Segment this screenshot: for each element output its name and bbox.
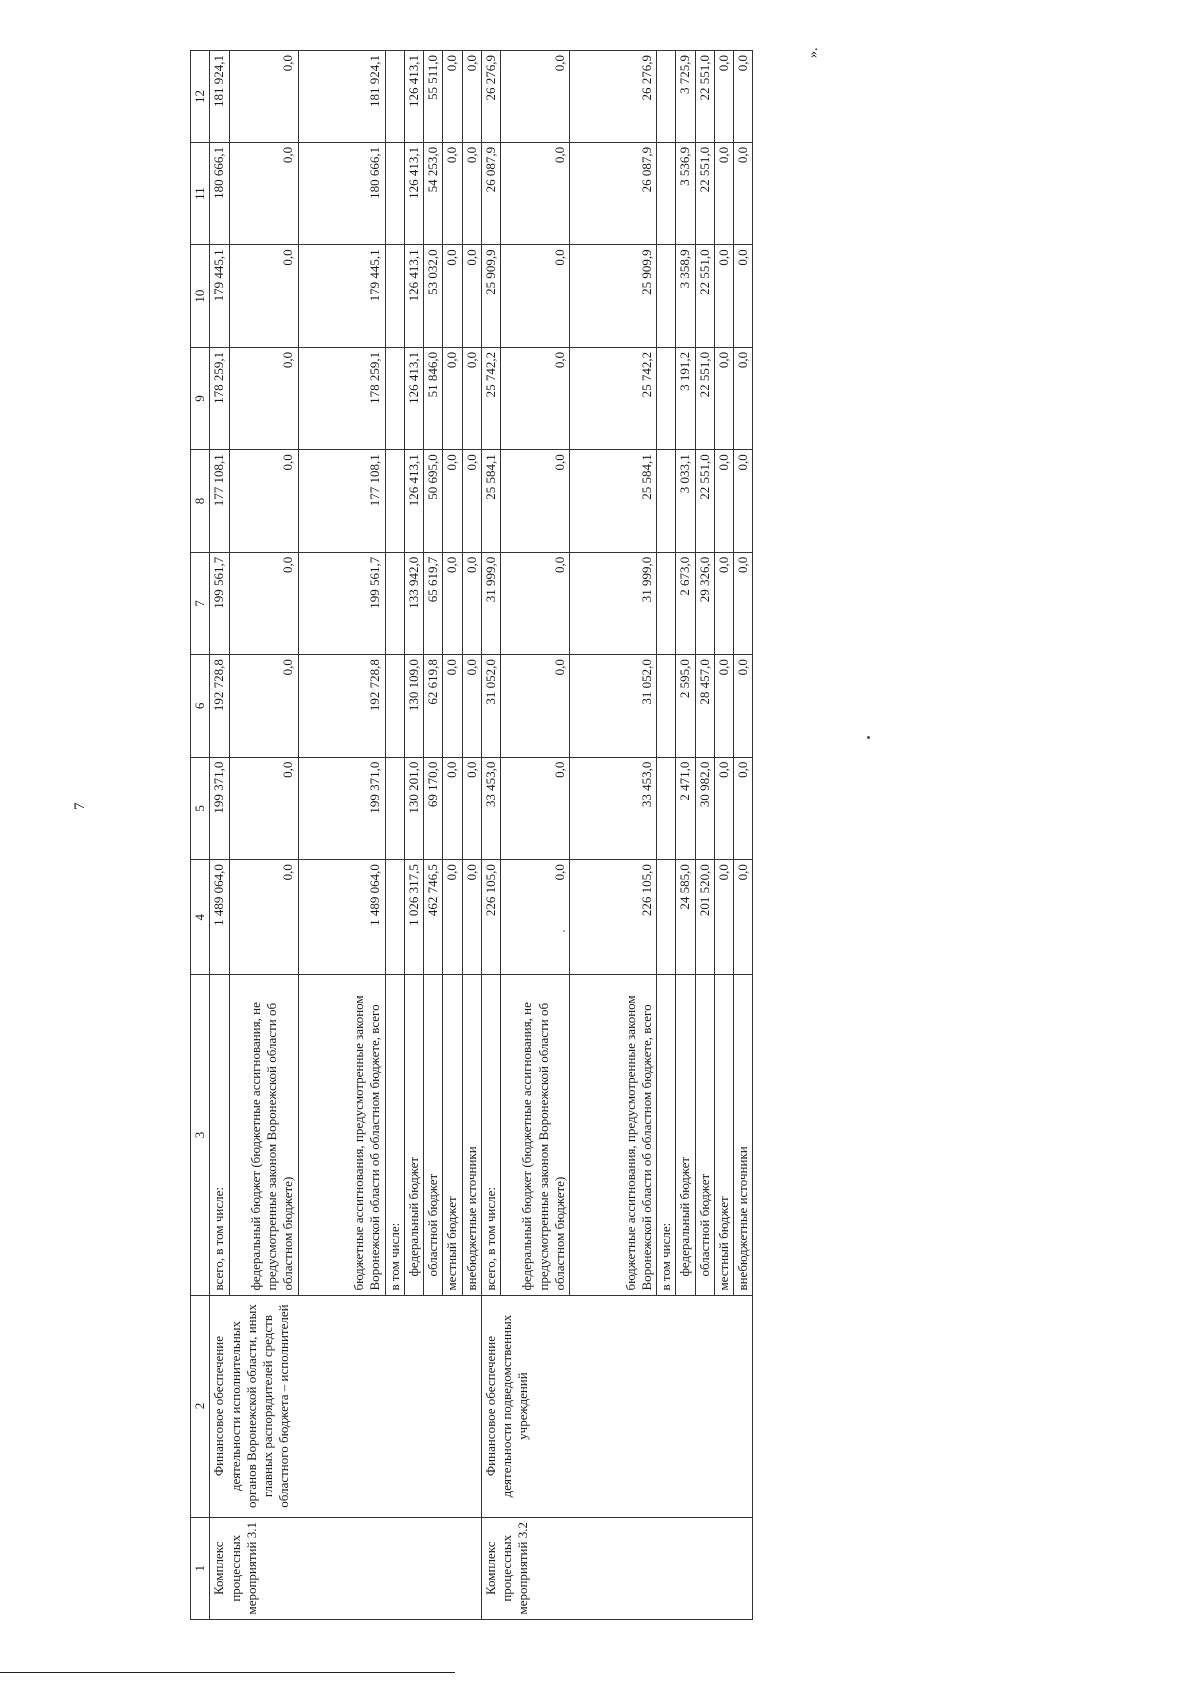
amount-cell: 0,0 — [229, 655, 298, 757]
amount-cell: 462 746,5 — [424, 860, 443, 975]
column-number-row — [191, 51, 210, 1620]
amount-cell: 0,0 — [229, 757, 298, 859]
amount-cell: 3 191,2 — [676, 347, 695, 449]
amount-cell — [657, 51, 676, 143]
bottom-rule — [0, 1672, 455, 1673]
amount-cell: 1 026 317,5 — [404, 860, 423, 975]
amount-cell: 0,0 — [501, 51, 570, 143]
amount-cell: 26 276,9 — [570, 51, 657, 143]
funding-source-label: бюджетные ассигнования, предусмотренные законом Воронежской области об областном бюджете, всего — [298, 975, 385, 1295]
amount-cell: 0,0 — [734, 450, 753, 552]
amount-cell: 0,0 — [714, 347, 733, 449]
amount-cell: 1 489 064,0 — [298, 860, 385, 975]
funding-source-label: федеральный бюджет — [676, 975, 695, 1295]
program-code-cell: Комплекс процессных мероприятий 3.2 — [481, 1517, 753, 1619]
amount-cell: 0,0 — [734, 860, 753, 975]
program-name-cell: Финансовое обеспечение деятельности исполнительных органов Воронежской области, иных главных распорядителей средств областного бюджета – исполнителей — [210, 1295, 482, 1517]
column-number: 9 — [191, 347, 210, 449]
amount-cell: 0,0 — [734, 655, 753, 757]
amount-cell: 22 551,0 — [695, 347, 714, 449]
amount-cell: 0,0 — [734, 51, 753, 143]
amount-cell: 0,0 — [734, 757, 753, 859]
amount-cell — [385, 245, 404, 347]
amount-cell: 0,0 — [443, 552, 462, 654]
amount-cell: 22 551,0 — [695, 142, 714, 244]
amount-cell: 126 413,1 — [404, 347, 423, 449]
amount-cell — [385, 655, 404, 757]
amount-cell: 51 846,0 — [424, 347, 443, 449]
amount-cell: 0,0 — [734, 347, 753, 449]
amount-cell — [657, 347, 676, 449]
amount-cell: 3 358,9 — [676, 245, 695, 347]
amount-cell: 0,0 — [443, 860, 462, 975]
column-number: 7 — [191, 552, 210, 654]
amount-cell: 50 695,0 — [424, 450, 443, 552]
amount-cell: 177 108,1 — [298, 450, 385, 552]
amount-cell: 0,0 — [443, 450, 462, 552]
amount-cell: 0,0 — [462, 347, 481, 449]
rotated-table-container — [190, 50, 770, 1620]
amount-cell: 0,0 — [229, 450, 298, 552]
amount-cell: 178 259,1 — [298, 347, 385, 449]
amount-cell: 25 909,9 — [570, 245, 657, 347]
amount-cell: 22 551,0 — [695, 51, 714, 143]
amount-cell: 31 052,0 — [481, 655, 500, 757]
amount-cell: 177 108,1 — [210, 450, 229, 552]
amount-cell: 0,0 — [462, 450, 481, 552]
amount-cell: 31 052,0 — [570, 655, 657, 757]
funding-source-label: внебюджетные источники — [462, 975, 481, 1295]
amount-cell: 26 087,9 — [481, 142, 500, 244]
amount-cell: 3 033,1 — [676, 450, 695, 552]
amount-cell: 181 924,1 — [298, 51, 385, 143]
amount-cell: 0,0 — [443, 142, 462, 244]
amount-cell: 0,0 — [501, 757, 570, 859]
amount-cell: 54 253,0 — [424, 142, 443, 244]
amount-cell: 0,0 — [229, 347, 298, 449]
amount-cell: 0,0 — [734, 142, 753, 244]
funding-source-label: областной бюджет — [424, 975, 443, 1295]
amount-cell — [385, 552, 404, 654]
amount-cell: 133 942,0 — [404, 552, 423, 654]
amount-cell: 179 445,1 — [298, 245, 385, 347]
funding-source-label: местный бюджет — [443, 975, 462, 1295]
amount-cell: 0,0 — [714, 51, 733, 143]
amount-cell — [385, 450, 404, 552]
funding-source-label: в том числе: — [385, 975, 404, 1295]
amount-cell: 130 109,0 — [404, 655, 423, 757]
column-number: 12 — [191, 51, 210, 143]
amount-cell: 0,0 — [229, 245, 298, 347]
column-number: 8 — [191, 450, 210, 552]
amount-cell: 0,0 — [443, 655, 462, 757]
column-number: 4 — [191, 860, 210, 975]
table-row — [481, 51, 500, 1620]
amount-cell: 0,0 — [501, 347, 570, 449]
amount-cell: 0,0 — [229, 142, 298, 244]
amount-cell: 0,0 — [714, 655, 733, 757]
amount-cell — [657, 655, 676, 757]
amount-cell: 33 453,0 — [481, 757, 500, 859]
amount-cell: 2 673,0 — [676, 552, 695, 654]
amount-cell: 0,0 — [714, 450, 733, 552]
amount-cell: 179 445,1 — [210, 245, 229, 347]
funding-source-label: всего, в том числе: — [210, 975, 229, 1295]
amount-cell: 0,0 — [443, 757, 462, 859]
scan-speck — [867, 736, 870, 739]
column-number: 1 — [191, 1517, 210, 1619]
closing-quote-mark: ». — [806, 47, 821, 58]
funding-source-label: федеральный бюджет (бюджетные ассигнования, не предусмотренные законом Воронежской области об областном бюджете) — [229, 975, 298, 1295]
column-number: 10 — [191, 245, 210, 347]
amount-cell: 26 276,9 — [481, 51, 500, 143]
amount-cell: 0,0 — [501, 450, 570, 552]
amount-cell — [657, 245, 676, 347]
amount-cell: 126 413,1 — [404, 142, 423, 244]
column-number: 6 — [191, 655, 210, 757]
amount-cell: 0,0 — [501, 245, 570, 347]
amount-cell — [657, 450, 676, 552]
amount-cell — [657, 552, 676, 654]
amount-cell: 25 742,2 — [481, 347, 500, 449]
amount-cell: 0,0 — [501, 142, 570, 244]
amount-cell: 181 924,1 — [210, 51, 229, 143]
amount-cell: 25 584,1 — [481, 450, 500, 552]
amount-cell: 26 087,9 — [570, 142, 657, 244]
amount-cell: 25 584,1 — [570, 450, 657, 552]
amount-cell: 0,0 — [229, 552, 298, 654]
amount-cell: 180 666,1 — [210, 142, 229, 244]
amount-cell: 1 489 064,0 — [210, 860, 229, 975]
amount-cell: 178 259,1 — [210, 347, 229, 449]
funding-source-label: федеральный бюджет — [404, 975, 423, 1295]
amount-cell — [385, 860, 404, 975]
amount-cell: 199 561,7 — [210, 552, 229, 654]
amount-cell: 0,0 — [443, 347, 462, 449]
amount-cell — [385, 142, 404, 244]
amount-cell: 28 457,0 — [695, 655, 714, 757]
amount-cell: 0,0 — [714, 757, 733, 859]
amount-cell: 33 453,0 — [570, 757, 657, 859]
amount-cell: 192 728,8 — [210, 655, 229, 757]
column-number: 11 — [191, 142, 210, 244]
amount-cell: 0,0 — [734, 245, 753, 347]
amount-cell: 0,0 — [229, 51, 298, 143]
amount-cell: 130 201,0 — [404, 757, 423, 859]
amount-cell: 199 371,0 — [210, 757, 229, 859]
column-number: 5 — [191, 757, 210, 859]
amount-cell: 0,0 — [462, 51, 481, 143]
amount-cell: 69 170,0 — [424, 757, 443, 859]
table-row — [210, 51, 229, 1620]
column-number: 2 — [191, 1295, 210, 1517]
funding-source-label: внебюджетные источники — [734, 975, 753, 1295]
amount-cell — [385, 347, 404, 449]
amount-cell: 24 585,0 — [676, 860, 695, 975]
amount-cell: 0,0 — [714, 142, 733, 244]
amount-cell — [657, 757, 676, 859]
amount-cell: 0,0 — [714, 860, 733, 975]
amount-cell: 2 595,0 — [676, 655, 695, 757]
funding-source-label: в том числе: — [657, 975, 676, 1295]
amount-cell: 3 536,9 — [676, 142, 695, 244]
amount-cell: 0,0 — [462, 552, 481, 654]
amount-cell: 192 728,8 — [298, 655, 385, 757]
amount-cell: 25 742,2 — [570, 347, 657, 449]
amount-cell: 53 032,0 — [424, 245, 443, 347]
funding-source-label: областной бюджет — [695, 975, 714, 1295]
amount-cell: 0,0 — [462, 655, 481, 757]
amount-cell: 22 551,0 — [695, 245, 714, 347]
amount-cell: 0,0 — [229, 860, 298, 975]
amount-cell: 0,0 — [462, 245, 481, 347]
amount-cell: 0,0 — [714, 245, 733, 347]
amount-cell: 2 471,0 — [676, 757, 695, 859]
amount-cell: 22 551,0 — [695, 450, 714, 552]
amount-cell: 126 413,1 — [404, 450, 423, 552]
amount-cell: 0,0 — [462, 757, 481, 859]
amount-cell: 126 413,1 — [404, 51, 423, 143]
amount-cell: 0,0 — [501, 655, 570, 757]
amount-cell: 55 511,0 — [424, 51, 443, 143]
amount-cell: 0,0 — [501, 552, 570, 654]
amount-cell: 0,0 — [714, 552, 733, 654]
amount-cell: 25 909,9 — [481, 245, 500, 347]
program-code-cell: Комплекс процессных мероприятий 3.1 — [210, 1517, 482, 1619]
amount-cell: 226 105,0 — [481, 860, 500, 975]
amount-cell: 3 725,9 — [676, 51, 695, 143]
column-number: 3 — [191, 975, 210, 1295]
amount-cell: 62 619,8 — [424, 655, 443, 757]
amount-cell: 0,0 — [501, 860, 570, 975]
page-number: 7 — [72, 802, 88, 810]
amount-cell: 226 105,0 — [570, 860, 657, 975]
funding-source-label: местный бюджет — [714, 975, 733, 1295]
amount-cell: 201 520,0 — [695, 860, 714, 975]
amount-cell: 0,0 — [734, 552, 753, 654]
amount-cell: 65 619,7 — [424, 552, 443, 654]
amount-cell: 0,0 — [462, 860, 481, 975]
amount-cell: 180 666,1 — [298, 142, 385, 244]
amount-cell — [385, 757, 404, 859]
amount-cell: 31 999,0 — [481, 552, 500, 654]
amount-cell: 31 999,0 — [570, 552, 657, 654]
funding-table — [190, 50, 753, 1620]
amount-cell — [657, 860, 676, 975]
amount-cell — [385, 51, 404, 143]
program-name-cell: Финансовое обеспечение деятельности подведомственных учреждений — [481, 1295, 753, 1517]
amount-cell: 126 413,1 — [404, 245, 423, 347]
amount-cell: 199 561,7 — [298, 552, 385, 654]
amount-cell: 0,0 — [443, 51, 462, 143]
amount-cell: 29 326,0 — [695, 552, 714, 654]
amount-cell: 30 982,0 — [695, 757, 714, 859]
funding-source-label: всего, в том числе: — [481, 975, 500, 1295]
funding-source-label: федеральный бюджет (бюджетные ассигнования, не предусмотренные законом Воронежской области об областном бюджете) — [501, 975, 570, 1295]
amount-cell: 199 371,0 — [298, 757, 385, 859]
amount-cell: 0,0 — [443, 245, 462, 347]
amount-cell — [657, 142, 676, 244]
amount-cell: 0,0 — [462, 142, 481, 244]
funding-source-label: бюджетные ассигнования, предусмотренные законом Воронежской области об областном бюджете, всего — [570, 975, 657, 1295]
